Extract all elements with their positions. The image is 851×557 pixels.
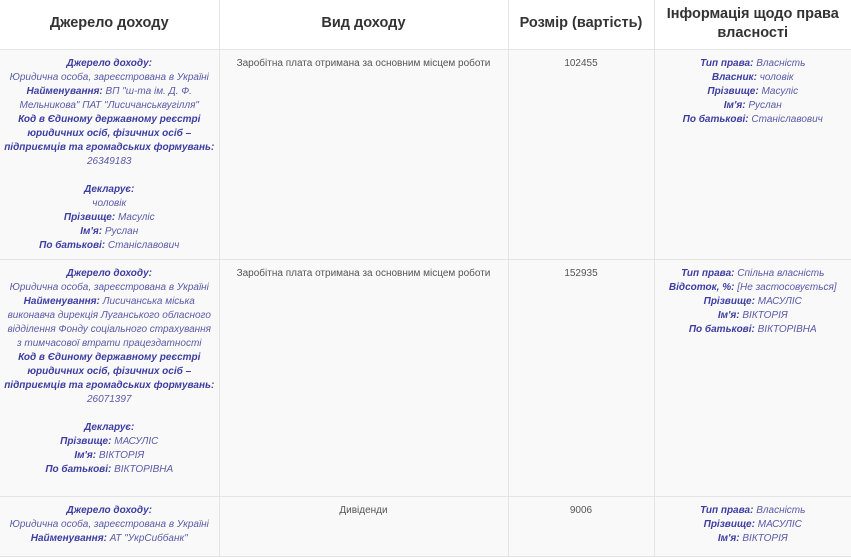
label: Прізвище:: [63, 211, 116, 223]
label: Тип права:: [700, 504, 754, 516]
first-name: Руслан: [104, 225, 139, 237]
label: Декларує:: [84, 183, 135, 195]
ownership-cell: [654, 496, 851, 556]
share-percent: [Не застосовується]: [737, 281, 837, 293]
source-entity: Юридична особа, зареєстрована в Україні: [9, 281, 209, 293]
right-type: Спільна власність: [737, 267, 825, 279]
header-row: [0, 0, 851, 49]
source-entity: Юридична особа, зареєстрована в Україні: [9, 71, 209, 83]
patronymic: Станіславович: [751, 113, 823, 125]
source-cell: [0, 259, 219, 496]
label: Декларує:: [84, 421, 135, 433]
label: Джерело доходу:: [66, 504, 152, 516]
amount-cell: 152935: [508, 259, 654, 496]
right-type: Власність: [756, 57, 806, 69]
surname: Масуліс: [761, 85, 799, 97]
table-row: [0, 49, 851, 259]
ownership-cell: [654, 49, 851, 259]
income-type-cell: Дивіденди: [219, 496, 508, 556]
first-name: ВІКТОРІЯ: [98, 449, 145, 461]
label: Ім'я:: [80, 225, 103, 237]
source-entity: Юридична особа, зареєстрована в Україні: [9, 518, 209, 530]
surname: МАСУЛІС: [757, 295, 802, 307]
label: Код в Єдиному державному реєстрі юридичних осіб, фізичних осіб – підприємців та громадських формувань:: [4, 113, 215, 153]
label: Джерело доходу:: [66, 57, 152, 69]
surname: Масуліс: [117, 211, 155, 223]
label: Ім'я:: [723, 99, 746, 111]
source-code: 26071397: [87, 393, 132, 405]
table-row: [0, 259, 851, 496]
table-row: [0, 496, 851, 556]
label: Відсоток, %:: [668, 281, 735, 293]
label: Прізвище:: [703, 295, 755, 307]
patronymic: Станіславович: [107, 239, 180, 251]
label: Прізвище:: [703, 518, 755, 530]
source-cell: [0, 49, 219, 259]
amount-cell: 102455: [508, 49, 654, 259]
header-ownership: Інформація щодо права власності: [654, 0, 851, 49]
label: Прізвище:: [707, 85, 759, 97]
label: Код в Єдиному державному реєстрі юридичних осіб, фізичних осіб – підприємців та громадських формувань:: [4, 351, 215, 391]
label: Найменування:: [26, 85, 103, 97]
declarant: чоловік: [92, 197, 127, 209]
ownership-cell: [654, 259, 851, 496]
source-name: АТ "УкрСиббанк": [109, 532, 188, 544]
label: Тип права:: [700, 57, 754, 69]
surname: МАСУЛІС: [114, 435, 159, 447]
patronymic: ВІКТОРІВНА: [114, 463, 174, 475]
label: По батькові:: [45, 463, 112, 475]
label: Прізвище:: [60, 435, 112, 447]
owner: чоловік: [759, 71, 794, 83]
first-name: ВІКТОРІЯ: [742, 532, 788, 544]
label: Ім'я:: [717, 309, 740, 321]
amount-cell: 9006: [508, 496, 654, 556]
label: Ім'я:: [74, 449, 97, 461]
source-name: Лисичанська міська виконавча дирекція Луганського обласного відділення Фонду соціального страхування з тимчасової втрати працездатності: [7, 295, 212, 349]
income-type-cell: Заробітна плата отримана за основним місцем роботи: [219, 49, 508, 259]
header-source: Джерело доходу: [0, 0, 219, 49]
label: Ім'я:: [717, 532, 740, 544]
right-type: Власність: [756, 504, 806, 516]
label: По батькові:: [39, 239, 106, 251]
patronymic: ВІКТОРІВНА: [757, 323, 817, 335]
label: По батькові:: [688, 323, 755, 335]
header-amount: Розмір (вартість): [508, 0, 654, 49]
label: Тип права:: [681, 267, 735, 279]
label: Джерело доходу:: [66, 267, 152, 279]
first-name: Руслан: [748, 99, 782, 111]
label: Найменування:: [23, 295, 100, 307]
label: Власник:: [711, 71, 757, 83]
source-code: 26349183: [87, 155, 132, 167]
source-name: ВП "ш-та ім. Д. Ф. Мельникова" ПАТ "Лисичанськвугілля": [19, 85, 199, 111]
surname: МАСУЛІС: [757, 518, 802, 530]
first-name: ВІКТОРІЯ: [742, 309, 788, 321]
label: Найменування:: [30, 532, 107, 544]
label: По батькові:: [682, 113, 749, 125]
source-cell: [0, 496, 219, 556]
header-income-type: Вид доходу: [219, 0, 508, 49]
income-type-cell: Заробітна плата отримана за основним місцем роботи: [219, 259, 508, 496]
